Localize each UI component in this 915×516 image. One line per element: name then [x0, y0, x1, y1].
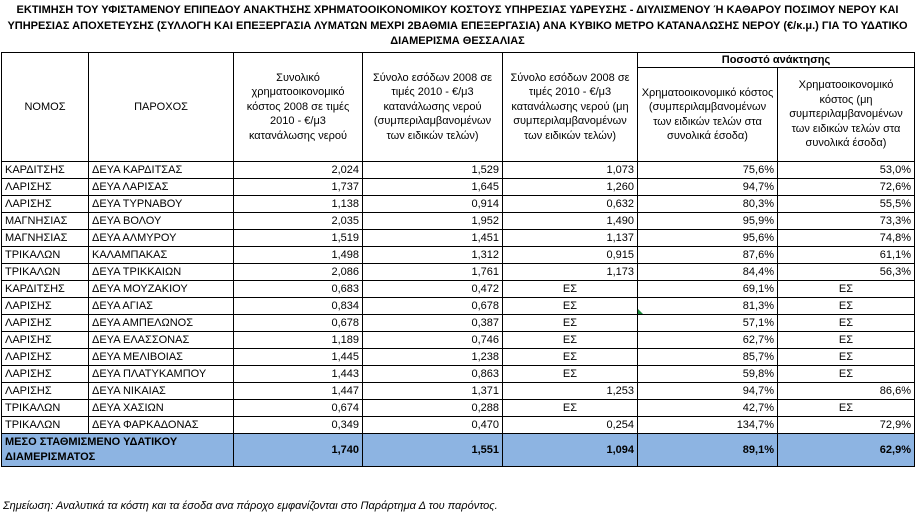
- cell-total-cost[interactable]: 2,024: [234, 162, 363, 179]
- cell-provider[interactable]: ΔΕΥΑ ΛΑΡΙΣΑΣ: [89, 179, 234, 196]
- cell-recovery-incl[interactable]: 87,6%: [638, 247, 778, 264]
- average-row: [2, 434, 915, 467]
- cell-nomos[interactable]: ΤΡΙΚΑΛΩΝ: [2, 247, 89, 264]
- table-row: [2, 179, 915, 196]
- table-row: [2, 162, 915, 179]
- cell-recovery-excl[interactable]: 56,3%: [778, 264, 915, 281]
- cell-provider[interactable]: ΚΑΛΑΜΠΑΚΑΣ: [89, 247, 234, 264]
- average-revenue-excl[interactable]: 1,094: [503, 434, 638, 467]
- cell-nomos[interactable]: ΜΑΓΝΗΣΙΑΣ: [2, 213, 89, 230]
- cell-revenue-excl[interactable]: 1,073: [503, 162, 638, 179]
- cell-nomos[interactable]: ΛΑΡΙΣΗΣ: [2, 179, 89, 196]
- cell-total-cost[interactable]: 1,498: [234, 247, 363, 264]
- cell-provider[interactable]: ΔΕΥΑ ΠΛΑΤΥΚΑΜΠΟΥ: [89, 366, 234, 383]
- header-provider[interactable]: ΠΑΡΟΧΟΣ: [89, 53, 234, 162]
- cell-recovery-excl[interactable]: ΕΣ: [778, 332, 915, 349]
- cell-provider[interactable]: ΔΕΥΑ ΝΙΚΑΙΑΣ: [89, 383, 234, 400]
- cell-revenue-incl[interactable]: 0,387: [363, 315, 503, 332]
- cell-recovery-incl[interactable]: 59,8%: [638, 366, 778, 383]
- cell-nomos[interactable]: ΛΑΡΙΣΗΣ: [2, 298, 89, 315]
- cell-recovery-excl[interactable]: 73,3%: [778, 213, 915, 230]
- cell-total-cost[interactable]: 1,737: [234, 179, 363, 196]
- table-row: [2, 264, 915, 281]
- cell-revenue-excl[interactable]: 0,632: [503, 196, 638, 213]
- cell-nomos[interactable]: ΤΡΙΚΑΛΩΝ: [2, 264, 89, 281]
- cell-recovery-excl[interactable]: 74,8%: [778, 230, 915, 247]
- cell-recovery-incl[interactable]: 75,6%: [638, 162, 778, 179]
- header-total-cost[interactable]: Συνολικό χρηματοοικονομικό κόστος 2008 σε τιμές 2010 - €/μ3 κατανάλωσης νερού: [234, 53, 363, 162]
- cell-recovery-excl[interactable]: ΕΣ: [778, 281, 915, 298]
- cell-recovery-excl[interactable]: ΕΣ: [778, 315, 915, 332]
- cell-total-cost[interactable]: 1,519: [234, 230, 363, 247]
- cell-total-cost[interactable]: 0,349: [234, 417, 363, 434]
- cell-recovery-incl[interactable]: 95,9%: [638, 213, 778, 230]
- cell-revenue-incl[interactable]: 0,678: [363, 298, 503, 315]
- cell-total-cost[interactable]: 1,445: [234, 349, 363, 366]
- cell-recovery-incl[interactable]: 95,6%: [638, 230, 778, 247]
- cell-provider[interactable]: ΔΕΥΑ ΤΥΡΝΑΒΟΥ: [89, 196, 234, 213]
- table-row: [2, 315, 915, 332]
- cell-recovery-incl[interactable]: 57,1%: [638, 315, 778, 332]
- cell-provider[interactable]: ΔΕΥΑ ΑΜΠΕΛΩΝΟΣ: [89, 315, 234, 332]
- average-recovery-excl[interactable]: 62,9%: [778, 434, 915, 467]
- header-revenue-excl-fees[interactable]: Σύνολο εσόδων 2008 σε τιμές 2010 - €/μ3 κατανάλωσης νερού (μη συμπεριλαμβανομένων των ειδικών τελών): [503, 53, 638, 162]
- cell-total-cost[interactable]: 0,683: [234, 281, 363, 298]
- cell-provider[interactable]: ΔΕΥΑ ΕΛΑΣΣΟΝΑΣ: [89, 332, 234, 349]
- table-row: [2, 298, 915, 315]
- header-recovery-incl-fees[interactable]: Χρηματοοικονομικό κόστος (συμπεριλαμβανομένων των ειδικών τελών στα συνολικά έσοδα): [638, 68, 778, 162]
- cell-revenue-excl[interactable]: 1,137: [503, 230, 638, 247]
- cell-nomos[interactable]: ΛΑΡΙΣΗΣ: [2, 315, 89, 332]
- cell-nomos[interactable]: ΤΡΙΚΑΛΩΝ: [2, 417, 89, 434]
- cell-total-cost[interactable]: 2,035: [234, 213, 363, 230]
- title-line-2: ΥΠΗΡΕΣΙΑΣ ΑΠΟΧΕΤΕΥΣΗΣ (ΣΥΛΛΟΓΗ ΚΑΙ ΕΠΕΞΕΡΓΑΣΙΑ ΛΥΜΑΤΩΝ ΜΕΧΡΙ 2ΒΑΘΜΙΑ ΕΠΕΞΕΡΓΑΣΙΑ) ΑΝΑ ΚΥΒΙΚΟ ΜΕΤΡΟ ΚΑΤΑΝΑΛΩΣΗΣ ΝΕΡΟΥ (€/κ.μ.) ΓΙΑ ΤΟ ΥΔΑΤΙΚΟ: [7, 19, 908, 32]
- cell-total-cost[interactable]: 1,447: [234, 383, 363, 400]
- cell-revenue-excl[interactable]: 1,490: [503, 213, 638, 230]
- cell-total-cost[interactable]: 1,189: [234, 332, 363, 349]
- average-revenue-incl[interactable]: 1,551: [363, 434, 503, 467]
- cell-nomos[interactable]: ΤΡΙΚΑΛΩΝ: [2, 400, 89, 417]
- cell-recovery-excl[interactable]: 61,1%: [778, 247, 915, 264]
- cell-provider[interactable]: ΔΕΥΑ ΑΛΜΥΡΟΥ: [89, 230, 234, 247]
- table-row: [2, 230, 915, 247]
- cell-recovery-excl[interactable]: ΕΣ: [778, 349, 915, 366]
- title-line-3: ΔΙΑΜΕΡΙΣΜΑ ΘΕΣΣΑΛΙΑΣ: [390, 35, 525, 47]
- cell-recovery-excl[interactable]: 86,6%: [778, 383, 915, 400]
- cell-provider[interactable]: ΔΕΥΑ ΜΟΥΖΑΚΙΟΥ: [89, 281, 234, 298]
- cell-revenue-excl[interactable]: ΕΣ: [503, 332, 638, 349]
- cell-revenue-incl[interactable]: 1,451: [363, 230, 503, 247]
- cell-recovery-incl[interactable]: 42,7%: [638, 400, 778, 417]
- cell-provider[interactable]: ΔΕΥΑ ΚΑΡΔΙΤΣΑΣ: [89, 162, 234, 179]
- cell-revenue-excl[interactable]: ΕΣ: [503, 315, 638, 332]
- cell-provider[interactable]: ΔΕΥΑ ΒΟΛΟΥ: [89, 213, 234, 230]
- cell-nomos[interactable]: ΚΑΡΔΙΤΣΗΣ: [2, 162, 89, 179]
- cell-revenue-excl[interactable]: ΕΣ: [503, 366, 638, 383]
- header-recovery-excl-fees[interactable]: Χρηματοοικονομικό κόστος (μη συμπεριλαμβανομένων των ειδικών τελών στα συνολικά έσοδα): [778, 68, 915, 162]
- cell-total-cost[interactable]: 2,086: [234, 264, 363, 281]
- table-row: [2, 332, 915, 349]
- cell-revenue-incl[interactable]: 1,761: [363, 264, 503, 281]
- cell-recovery-excl[interactable]: 72,9%: [778, 417, 915, 434]
- cell-provider[interactable]: ΔΕΥΑ ΦΑΡΚΑΔΟΝΑΣ: [89, 417, 234, 434]
- cell-recovery-incl[interactable]: 94,7%: [638, 383, 778, 400]
- cell-recovery-incl[interactable]: 69,1%: [638, 281, 778, 298]
- cell-nomos[interactable]: ΛΑΡΙΣΗΣ: [2, 366, 89, 383]
- header-nomos[interactable]: ΝΟΜΟΣ: [2, 53, 89, 162]
- average-label[interactable]: ΜΕΣΟ ΣΤΑΘΜΙΣΜΕΝΟ ΥΔΑΤΙΚΟΥ ΔΙΑΜΕΡΙΣΜΑΤΟΣ: [2, 434, 234, 467]
- cell-provider[interactable]: ΔΕΥΑ ΧΑΣΙΩΝ: [89, 400, 234, 417]
- cell-recovery-excl[interactable]: 72,6%: [778, 179, 915, 196]
- cell-recovery-incl[interactable]: 81,3%: [638, 298, 778, 315]
- cell-nomos[interactable]: ΜΑΓΝΗΣΙΑΣ: [2, 230, 89, 247]
- cell-revenue-incl[interactable]: 0,288: [363, 400, 503, 417]
- table-row: [2, 400, 915, 417]
- cell-revenue-excl[interactable]: 1,173: [503, 264, 638, 281]
- cell-recovery-excl[interactable]: ΕΣ: [778, 298, 915, 315]
- cell-recovery-excl[interactable]: ΕΣ: [778, 366, 915, 383]
- cell-revenue-incl[interactable]: 0,470: [363, 417, 503, 434]
- cell-total-cost[interactable]: 0,674: [234, 400, 363, 417]
- cell-revenue-incl[interactable]: 0,472: [363, 281, 503, 298]
- cell-revenue-excl[interactable]: 0,254: [503, 417, 638, 434]
- cell-revenue-incl[interactable]: 1,312: [363, 247, 503, 264]
- average-total-cost[interactable]: 1,740: [234, 434, 363, 467]
- cell-recovery-incl[interactable]: 85,7%: [638, 349, 778, 366]
- cell-nomos[interactable]: ΛΑΡΙΣΗΣ: [2, 349, 89, 366]
- cell-nomos[interactable]: ΛΑΡΙΣΗΣ: [2, 332, 89, 349]
- title-line-1: ΕΚΤΙΜΗΣΗ ΤΟΥ ΥΦΙΣΤΑΜΕΝΟΥ ΕΠΙΠΕΔΟΥ ΑΝΑΚΤΗΣΗΣ ΧΡΗΜΑΤΟΟΙΚΟΝΟΜΙΚΟΥ ΚΟΣΤΟΥΣ ΥΠΗΡΕΣΙΑΣ ΥΔΡΕΥΣΗΣ - ΔΙΥΛΙΣΜΕΝΟΥ Ή ΚΑΘΑΡΟΥ ΠΟΣΙΜΟΥ ΝΕΡΟΥ ΚΑΙ: [16, 4, 899, 16]
- cell-recovery-excl[interactable]: 55,5%: [778, 196, 915, 213]
- cell-nomos[interactable]: ΛΑΡΙΣΗΣ: [2, 196, 89, 213]
- cell-provider[interactable]: ΔΕΥΑ ΤΡΙΚΚΑΙΩΝ: [89, 264, 234, 281]
- cell-revenue-excl[interactable]: ΕΣ: [503, 281, 638, 298]
- cell-recovery-incl[interactable]: 134,7%: [638, 417, 778, 434]
- table-row: [2, 281, 915, 298]
- header-recovery-group[interactable]: Ποσοστό ανάκτησης: [638, 53, 915, 68]
- table-row: [2, 247, 915, 264]
- table-row: [2, 417, 915, 434]
- cell-revenue-excl[interactable]: ΕΣ: [503, 349, 638, 366]
- average-recovery-incl[interactable]: 89,1%: [638, 434, 778, 467]
- cell-revenue-excl[interactable]: ΕΣ: [503, 298, 638, 315]
- cell-provider[interactable]: ΔΕΥΑ ΜΕΛΙΒΟΙΑΣ: [89, 349, 234, 366]
- footnote: Σημείωση: Αναλυτικά τα κόστη και τα έσοδα ανα πάροχο εμφανίζονται στο Παράρτημα Δ του παρόντος.: [3, 500, 498, 512]
- table-row: [2, 349, 915, 366]
- cell-recovery-excl[interactable]: ΕΣ: [778, 400, 915, 417]
- cell-total-cost[interactable]: 0,678: [234, 315, 363, 332]
- cell-provider[interactable]: ΔΕΥΑ ΑΓΙΑΣ: [89, 298, 234, 315]
- cell-revenue-excl[interactable]: 1,260: [503, 179, 638, 196]
- cell-revenue-incl[interactable]: 1,645: [363, 179, 503, 196]
- table-title: [0, 0, 915, 52]
- table-row: [2, 213, 915, 230]
- cost-recovery-table: [1, 52, 915, 467]
- cell-revenue-incl[interactable]: 0,914: [363, 196, 503, 213]
- cell-total-cost[interactable]: 1,443: [234, 366, 363, 383]
- cell-revenue-incl[interactable]: 1,529: [363, 162, 503, 179]
- cell-revenue-excl[interactable]: ΕΣ: [503, 400, 638, 417]
- cell-total-cost[interactable]: 0,834: [234, 298, 363, 315]
- header-revenue-incl-fees[interactable]: Σύνολο εσόδων 2008 σε τιμές 2010 - €/μ3 κατανάλωσης νερού (συμπεριλαμβανομένων των ειδικών τελών): [363, 53, 503, 162]
- cell-revenue-excl[interactable]: 0,915: [503, 247, 638, 264]
- cell-recovery-incl[interactable]: 94,7%: [638, 179, 778, 196]
- table-row: [2, 383, 915, 400]
- cell-revenue-incl[interactable]: 0,746: [363, 332, 503, 349]
- table-row: [2, 366, 915, 383]
- cell-recovery-incl[interactable]: 80,3%: [638, 196, 778, 213]
- cell-recovery-incl[interactable]: 62,7%: [638, 332, 778, 349]
- cell-revenue-incl[interactable]: 1,952: [363, 213, 503, 230]
- cell-recovery-incl[interactable]: 84,4%: [638, 264, 778, 281]
- cell-revenue-excl[interactable]: 1,253: [503, 383, 638, 400]
- cell-revenue-incl[interactable]: 1,371: [363, 383, 503, 400]
- cell-revenue-incl[interactable]: 1,238: [363, 349, 503, 366]
- cell-nomos[interactable]: ΛΑΡΙΣΗΣ: [2, 383, 89, 400]
- cell-nomos[interactable]: ΚΑΡΔΙΤΣΗΣ: [2, 281, 89, 298]
- cell-recovery-excl[interactable]: 53,0%: [778, 162, 915, 179]
- cell-revenue-incl[interactable]: 0,863: [363, 366, 503, 383]
- table-row: [2, 196, 915, 213]
- cell-total-cost[interactable]: 1,138: [234, 196, 363, 213]
